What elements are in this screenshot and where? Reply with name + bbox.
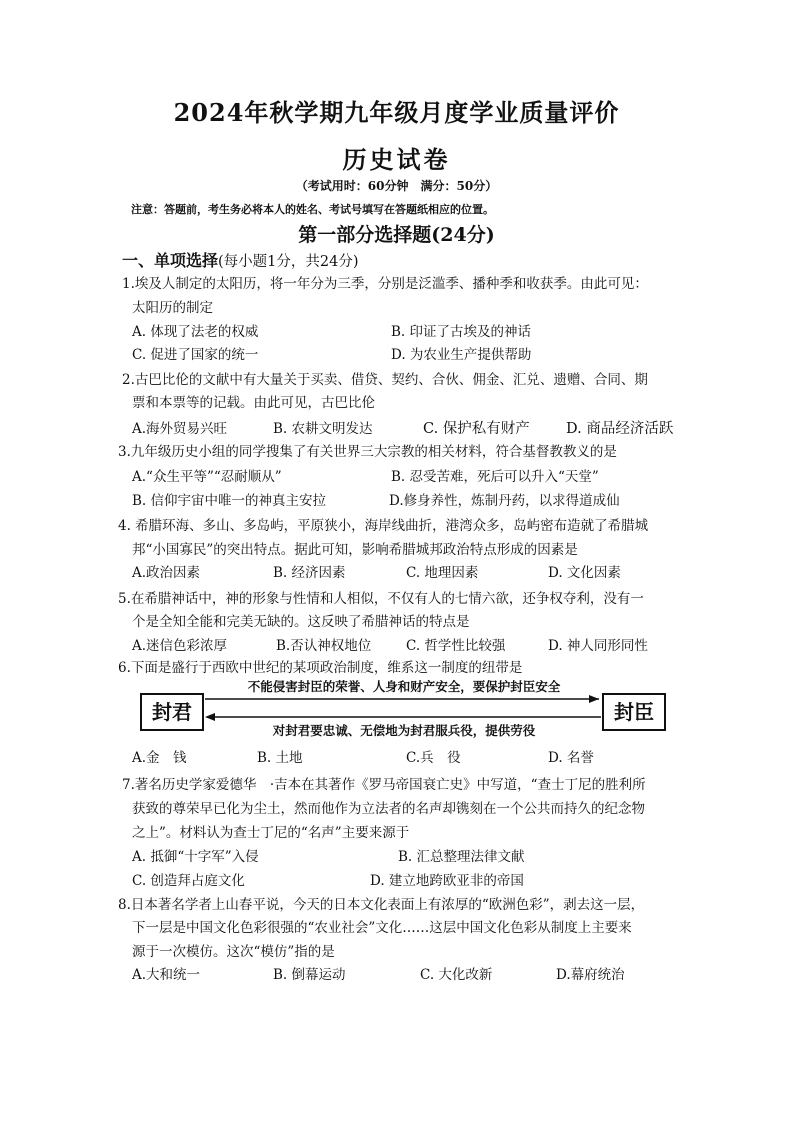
exam-title: 2024年秋学期九年级月度学业质量评价 <box>173 98 620 127</box>
question-5-option-a: A.迷信色彩浓厚 <box>132 638 228 654</box>
question-3-line-1: 3.九年级历史小组的同学搜集了有关世界三大宗教的相关材料，符合基督教教义的是 <box>118 444 617 460</box>
question-8-line-3: 源于一次模仿。这次“模仿”指的是 <box>132 944 335 960</box>
question-5-option-d: D. 神人同形同性 <box>548 638 648 654</box>
section-label: 一、单项选择 <box>122 251 219 270</box>
question-5-line-2: 个是全知全能和完美无缺的。这反映了希腊神话的特点是 <box>132 614 470 630</box>
question-8-option-c: C. 大化改新 <box>420 967 493 983</box>
question-1-option-d: D. 为农业生产提供帮助 <box>391 347 532 363</box>
question-4-line-2: 邦“小国寡民”的突出特点。据此可知，影响希腊城邦政治特点形成的因素是 <box>132 542 578 558</box>
question-7-line-1: 7.著名历史学家爱德华 ·吉本在其著作《罗马帝国衰亡史》中写道，“查士丁尼的胜利所 <box>122 777 646 793</box>
question-6-option-b: B. 土地 <box>257 750 303 766</box>
question-6-option-c: C.兵 役 <box>406 750 461 766</box>
question-2-option-b: B. 农耕文明发达 <box>273 421 373 437</box>
question-4-option-b: B. 经济因素 <box>273 565 346 581</box>
exam-time-score: （考试用时：60分钟 满分：50分） <box>295 179 498 193</box>
question-8-line-2: 下一层是中国文化色彩很强的“农业社会”文化……这层中国文化色彩从制度上主要来 <box>132 920 632 936</box>
question-3-option-b: B. 忍受苦难，死后可以升入“天堂” <box>391 469 599 485</box>
question-1-line-2: 太阳历的制定 <box>132 300 213 316</box>
question-2-line-1: 2.古巴比伦的文献中有大量关于买卖、借贷、契约、合伙、佣金、汇兑、遗赠、合同、期 <box>122 372 648 388</box>
question-8-option-d: D.幕府统治 <box>556 967 625 983</box>
lord-obligation-label: 不能侵害封臣的荣誉、人身和财产安全，要保护封臣安全 <box>247 679 561 694</box>
exam-subtitle: 历史试卷 <box>342 145 451 174</box>
question-3-option-d: D.修身养性，炼制丹药，以求得道成仙 <box>389 493 620 509</box>
question-5-option-b: B.否认神权地位 <box>276 638 372 654</box>
feudal-relationship-diagram <box>137 675 669 745</box>
vassal-obligation-label: 对封君要忠诚、无偿地为封君服兵役，提供劳役 <box>272 723 536 738</box>
question-4-option-d: D. 文化因素 <box>548 565 621 581</box>
question-3-option-c: B. 信仰宇宙中唯一的神真主安拉 <box>132 493 327 509</box>
top-arrow-head <box>589 695 599 703</box>
question-4-line-1: 4. 希腊环海、多山、多岛屿，平原狭小，海岸线曲折，港湾众多，岛屿密布造就了希腊城 <box>118 518 649 534</box>
question-2-line-2: 票和本票等的记载。由此可见，古巴比伦 <box>132 395 375 411</box>
exam-notice: 注意：答题前，考生务必将本人的姓名、考试号填写在答题纸相应的位置。 <box>131 203 494 216</box>
question-1-option-c: C. 促进了国家的统一 <box>132 347 259 363</box>
question-7-option-c: C. 创造拜占庭文化 <box>132 873 245 889</box>
question-5-line-1: 5.在希腊神话中，神的形象与性情和人相似，不仅有人的七情六欲，还争权夺利，没有一 <box>118 591 644 607</box>
question-4-option-c: C. 地理因素 <box>406 565 479 581</box>
question-7-line-2: 获致的尊荣早已化为尘土，然而他作为立法者的名声却镌刻在一个公共而持久的纪念物 <box>132 801 645 817</box>
question-2-option-c: C. 保护私有财产 <box>423 421 530 437</box>
question-7-option-d: D. 建立地跨欧亚非的帝国 <box>370 873 524 889</box>
question-1-option-b: B. 印证了古埃及的神话 <box>391 324 532 340</box>
question-2-option-a: A.海外贸易兴旺 <box>132 421 228 437</box>
question-3-option-a: A.“众生平等”“忍耐顺从” <box>132 469 282 485</box>
lord-box: 封君 <box>140 693 204 731</box>
question-6-line-1: 6.下面是盛行于西欧中世纪的某项政治制度，维系这一制度的纽带是 <box>118 660 523 676</box>
question-7-option-a: A. 抵御“十字军”入侵 <box>132 849 259 865</box>
question-1-line-1: 1.埃及人制定的太阳历，将一年分为三季，分别是泛滥季、播种季和收获季。由此可见： <box>122 276 648 292</box>
question-7-line-3: 之上”。材料认为查士丁尼的“名声”主要来源于 <box>132 825 410 841</box>
question-4-option-a: A.政治因素 <box>132 565 201 581</box>
question-1-option-a: A. 体现了法老的权威 <box>132 324 259 340</box>
vassal-box: 封臣 <box>602 693 666 731</box>
question-2-option-d: D. 商品经济活跃 <box>566 421 674 437</box>
section-note: (每小题1分，共24分) <box>218 254 359 270</box>
part-one-title: 第一部分选择题(24分) <box>298 224 495 246</box>
question-6-option-a: A.金 钱 <box>132 750 187 766</box>
question-5-option-c: C. 哲学性比较强 <box>406 638 506 654</box>
bottom-arrow-head <box>205 713 215 721</box>
section-heading <box>122 248 359 271</box>
question-8-option-a: A.大和统一 <box>132 967 201 983</box>
question-8-line-1: 8.日本著名学者上山春平说，今天的日本文化表面上有浓厚的“欧洲色彩”，剥去这一层， <box>118 897 645 913</box>
question-6-option-d: D. 名誉 <box>548 750 594 766</box>
question-8-option-b: B. 倒幕运动 <box>273 967 346 983</box>
question-7-option-b: B. 汇总整理法律文献 <box>398 849 525 865</box>
